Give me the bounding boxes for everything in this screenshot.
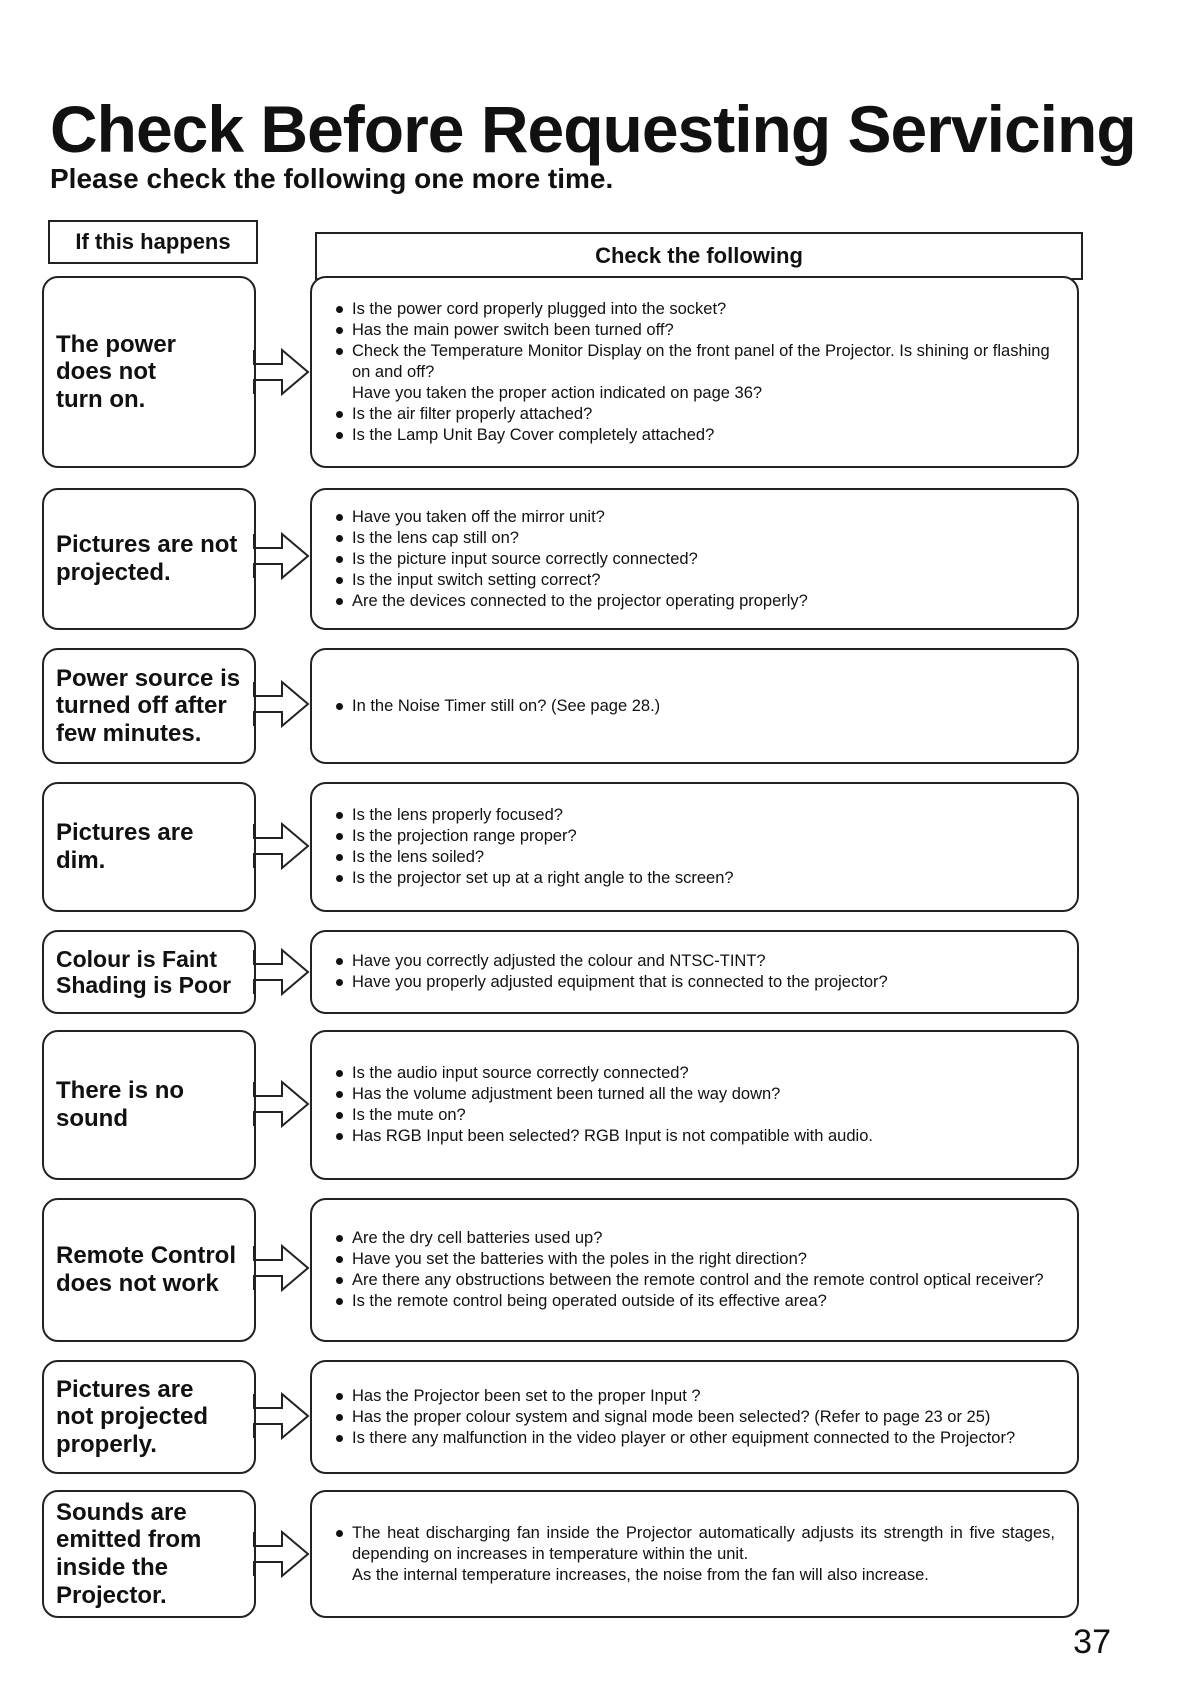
- symptom-label: Power source is turned off after few minutes.: [56, 664, 241, 747]
- check-item: Are the devices connected to the projector operating properly?: [334, 591, 1055, 612]
- check-item: In the Noise Timer still on? (See page 28.): [334, 696, 1055, 717]
- troubleshoot-row-colour: [0, 930, 1191, 1014]
- check-box: [310, 1030, 1079, 1180]
- check-item: Is the lens properly focused?: [334, 805, 1055, 826]
- arrow-right-icon: [252, 674, 312, 734]
- check-box: [310, 1490, 1079, 1618]
- symptom-box: [42, 1198, 256, 1342]
- check-box: [310, 782, 1079, 912]
- arrow-right-icon: [252, 1524, 312, 1584]
- symptom-box: [42, 648, 256, 764]
- symptom-label: Colour is Faint Shading is Poor: [56, 945, 232, 998]
- check-item: Have you correctly adjusted the colour and NTSC-TINT?: [334, 951, 1055, 972]
- check-item: Is the lens cap still on?: [334, 528, 1055, 549]
- check-item: Is there any malfunction in the video player or other equipment connected to the Projector?: [334, 1428, 1055, 1449]
- symptom-box: [42, 782, 256, 912]
- check-item-continuation: Have you taken the proper action indicated on page 36?: [352, 383, 763, 402]
- troubleshoot-row-noise: [0, 1490, 1191, 1618]
- troubleshoot-row-improper: [0, 1360, 1191, 1474]
- symptom-label: There is no sound: [56, 1077, 185, 1132]
- troubleshoot-row-power-off: [0, 648, 1191, 764]
- symptom-box: [42, 1360, 256, 1474]
- symptom-box: [42, 488, 256, 630]
- check-box: [310, 1198, 1079, 1342]
- check-item: Are there any obstructions between the remote control and the remote control optical receiver?: [334, 1270, 1055, 1291]
- check-item: Is the projection range proper?: [334, 826, 1055, 847]
- arrow-right-icon: [252, 342, 312, 402]
- symptom-box: [42, 1490, 256, 1618]
- check-item: Is the lens soiled?: [334, 847, 1055, 868]
- check-item: Are the dry cell batteries used up?: [334, 1228, 1055, 1249]
- symptom-label: Remote Control does not work: [56, 1242, 236, 1297]
- check-item: Is the air filter properly attached?: [334, 404, 1055, 425]
- check-item: Has RGB Input been selected? RGB Input is not compatible with audio.: [334, 1126, 1055, 1147]
- page-number: 37: [1073, 1623, 1111, 1661]
- check-item: Has the volume adjustment been turned all the way down?: [334, 1084, 1055, 1105]
- check-item: The heat discharging fan inside the Projector automatically adjusts its strength in five stages, depending on increases in temperature within the unit.: [334, 1523, 1055, 1565]
- check-item-continuation: As the internal temperature increases, the noise from the fan will also increase.: [352, 1565, 929, 1584]
- page-title: Check Before Requesting Servicing: [50, 92, 1136, 166]
- check-box: [310, 488, 1079, 630]
- check-item: Has the proper colour system and signal mode been selected? (Refer to page 23 or 25): [334, 1407, 1055, 1428]
- check-item: Is the Lamp Unit Bay Cover completely attached?: [334, 425, 1055, 446]
- symptom-label: Pictures are dim.: [56, 819, 194, 874]
- arrow-right-icon: [252, 1074, 312, 1134]
- troubleshoot-row-dim: [0, 782, 1191, 912]
- check-box: [310, 930, 1079, 1014]
- check-item: Have you set the batteries with the poles in the right direction?: [334, 1249, 1055, 1270]
- symptom-label: Sounds are emitted from inside the Projector.: [56, 1498, 202, 1609]
- check-box: [310, 276, 1079, 468]
- arrow-right-icon: [252, 1386, 312, 1446]
- arrow-right-icon: [252, 1238, 312, 1298]
- troubleshoot-row-remote: [0, 1198, 1191, 1342]
- check-item: Have you properly adjusted equipment that is connected to the projector?: [334, 972, 1055, 993]
- check-item: Is the picture input source correctly connected?: [334, 549, 1055, 570]
- troubleshoot-row-sound: [0, 1030, 1191, 1180]
- check-box: [310, 1360, 1079, 1474]
- symptom-box: [42, 930, 256, 1014]
- symptom-box: [42, 1030, 256, 1180]
- check-item: Is the input switch setting correct?: [334, 570, 1055, 591]
- check-item: Is the projector set up at a right angle to the screen?: [334, 868, 1055, 889]
- check-item: Check the Temperature Monitor Display on the front panel of the Projector. Is shining or flashing on and off?: [334, 341, 1055, 383]
- check-item: Is the mute on?: [334, 1105, 1055, 1126]
- troubleshoot-row-no-picture: [0, 488, 1191, 630]
- symptom-label: The power does not turn on.: [56, 330, 177, 413]
- check-item: Is the audio input source correctly connected?: [334, 1063, 1055, 1084]
- symptom-box: [42, 276, 256, 468]
- check-box: [310, 648, 1079, 764]
- header-if-this-happens: If this happens: [48, 220, 258, 264]
- check-item: Have you taken off the mirror unit?: [334, 507, 1055, 528]
- arrow-right-icon: [252, 526, 312, 586]
- symptom-label: Pictures are not projected.: [56, 531, 238, 586]
- check-item: Has the main power switch been turned off?: [334, 320, 1055, 341]
- header-check-the-following: Check the following: [315, 232, 1083, 280]
- page-subtitle: Please check the following one more time.: [50, 163, 614, 194]
- check-item: Is the remote control being operated outside of its effective area?: [334, 1291, 1055, 1312]
- check-item: Has the Projector been set to the proper Input ?: [334, 1386, 1055, 1407]
- check-item: Is the power cord properly plugged into the socket?: [334, 299, 1055, 320]
- troubleshoot-row-power: [0, 276, 1191, 468]
- arrow-right-icon: [252, 816, 312, 876]
- symptom-label: Pictures are not projected properly.: [56, 1375, 209, 1458]
- arrow-right-icon: [252, 942, 312, 1002]
